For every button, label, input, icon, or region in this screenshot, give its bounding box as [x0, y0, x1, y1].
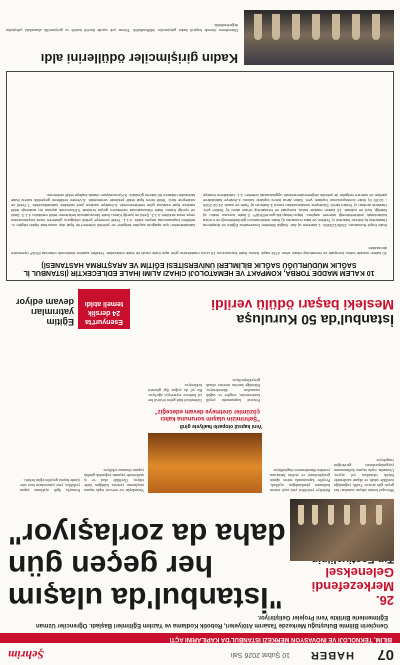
issue-date: 10 Şubat 2026 Salı [230, 651, 290, 658]
photo-figure [312, 14, 320, 40]
school-box [78, 289, 130, 329]
awards-headline [134, 297, 394, 327]
awards-headline-text: İstanbul'da 50 Kuruluşa [236, 312, 394, 328]
article-column: Vatandaşlar ise mevcut toplu taşıma araçlarının yetersiz kaldığını ifade ediyor. Özellikle okul ve iş saatlerinde yaşanan yoğunluk günlük yaşamı olumsuz etkiliyor. [84, 468, 144, 493]
top-band-text: BİLİM, TEKNOLOJİ VE İNOVASYON MERKEZİ İSTANBUL'DA KAPILARINI AÇTI [169, 636, 392, 642]
parking-photo [148, 423, 262, 493]
bottom-headline: Kadın girişimciler ödüllerini aldı [40, 51, 238, 66]
photo-caption: Yeni kapsül otoparkı faaliyete girdi [179, 423, 262, 429]
masthead [0, 643, 400, 665]
photo-figure [376, 505, 382, 525]
awards-headline-accent: Mesleki başarı ödülü verildi [211, 297, 394, 313]
headline-line: "İstanbul'da ulaşım [8, 581, 283, 614]
article-column: Metropol kentin ulaşım sorunları her geçen gün artıyor. Trafik yoğunluğu özellikle sabah ve akşam saatlerinde büyük sıkıntılara yol açıyor. Uzmanlar toplu taşıma kullanımının yaygınlaştırılması gerektiğini vurguluyor. [334, 458, 394, 493]
page-number: 07 [377, 646, 394, 663]
article-column: Belediye yetkilileri yeni raylı sistem hatlarının planlandığını açıkladı. Projeler kapsamında metro ağının genişletilmesi ve otobüs hatlarının yeniden düzenlenmesi öngörülüyor. [270, 468, 330, 493]
photo-figure [332, 14, 340, 40]
headline-line: daha da zorlaşıyor" [8, 517, 286, 550]
photo-figure [254, 14, 262, 40]
notice-body: İhale Kayıt Numarası: 2026/123456. 1-İdarenin a) Adı: Sağlık Bilimleri Üniversitesi Eğitim ve Araştırma Hastanesi b) Adresi: İstanbul c) Telefon ve faks numarası d) İhale dokümanının görülebileceği ve e-imza kullanılarak indirilebileceği internet sayfası: https://ekap.kik.gov.tr/EKAP/ 2-İhale konusu malın a) Niteliği, türü ve miktarı: 10 kalem madde torba, kompakt ve hematoloji cihazı alımı b) Teslim yeri: Hastane ambarı c) Teslim tarihi: Sözleşme imzalandıktan sonra 3-İhalenin a) Tarih ve saati: 24.02.2026 - 10:00 b) İhale komisyonunun toplantı yeri: Satın alma birimi toplantı salonu 4-İhaleye katılabilme şartları ve istenen belgeler ile yeterlik değerlendirmesinde uygulanacak kriterler: 4.1. İsteklilerin ihaleye katılabilmeleri için aşağıda sayılan belgeler ve yeterlik kriterleri ile fiyat dışı unsurlara ilişkin bilgiler e-teklifleri kapsamında beyan edilir. 4.1.1. Teklif vermeye yetkili olduğunu gösteren imza beyannamesi veya imza sirküleri 4.1.2. Şekli ve içeriği Kamu İhale Mevzuatında belirlenen teklif mektubu 4.1.3. Şekli ve içeriği Kamu İhale Mevzuatında belirlenen geçici teminat 5-Ekonomik açıdan en avantajlı teklif sadece fiyat esasına göre belirlenecektir. 6-İhaleye sadece yerli istekliler katılabilecektir. 7-Teklif ve sözleşme türü: Teklif birim fiyat teklif şeklinde verilecektir. 8-Verilen tekliflerin geçerlilik süresi ihale tarihinden itibaren 60 takvim günüdür. 9-Konsorsiyum olarak ihaleye teklif verilemez. [11, 193, 387, 228]
article-column: Konuyla ilgili açıklama yapan yetkililer, yeni yatırımların kısa süre içinde hayata geçirileceğini belirtti. [20, 478, 80, 493]
school-box-line: Esenyurt'ta [85, 318, 123, 325]
education-headline: Eğitim yatırımları devam ediyor [15, 297, 74, 327]
notice-intro: 10 kalem madde torba, kompakt ve hematoloji cihazı alımı 4734 sayılı Kamu İhale Kanununun 19 uncu maddesine göre açık ihale usulü ile ihale edilecektir. Teklifler sadece elektronik ortamda EKAP üzerinden alınacaktır. [11, 246, 387, 256]
article-column: Festival kapsamında çeşitli konferanslar, sergiler ve sağlık taramaları düzenleniyor. Etkinliğe katılım ücretsiz olarak gerçekleştiriliyor. [206, 378, 260, 403]
photo-figure [328, 505, 334, 525]
photo-figure [312, 505, 318, 525]
notice-title: 10 KALEM MADDE TORBA, KOMPAKT VE HEMATOLOJİ CİHAZI ALIMI İHALE EDİLECEKTİR (İSTANBUL İL SAĞLIK MÜDÜRLÜĞÜ SAĞLIK BİLİMLERİ ÜNİVERSİTESİ EĞİTİM VE ARAŞTIRMA HASTANESİ) [23, 261, 375, 276]
school-box-line: temeli atıldı [84, 300, 124, 307]
festival-promo [290, 565, 394, 607]
photo-figure [344, 505, 350, 525]
promo-title-top: 26. Merkezefendi Geleneksel [311, 565, 394, 608]
photo-figure [292, 14, 300, 40]
article-column: Geleneksel hale gelen festival her yıl binlerce ziyaretçiyi ağırlıyor. Bu yıl da yoğun ilgi görmesi bekleniyor. [148, 383, 202, 403]
photo-figure [272, 14, 280, 40]
tender-notice [6, 71, 394, 281]
newspaper-logo: Şehrim [8, 648, 45, 662]
school-box-line: 24 derslik [87, 309, 121, 316]
headline-line: her geçen gün [8, 549, 214, 582]
main-headline [8, 517, 288, 613]
photo-figure [360, 505, 366, 525]
photo-figure [298, 505, 304, 525]
top-band [0, 633, 400, 643]
ceremony-photo [244, 10, 394, 65]
section-label: HABER [309, 649, 354, 661]
photo-figure [352, 14, 360, 40]
photo-figure [372, 14, 380, 40]
bottom-text: Düzenlenen törende başarılı kadın girişimciler ödüllendirildi. Törene çok sayıda davetli katıldı ve girişimcilik alanındaki çalışmalar değerlendirildi. [6, 23, 238, 33]
headline-kicker: Gençlerin Bilimle Buluştuğu Merkezde Tasarım Atölyeleri, Robotik Kodlama ve Yazılım Eğitimleri Başladı. Öğrenciler Uzman Eğitmenlerle Birlikte Yeni Projeler Geliştiriyor. [36, 614, 388, 628]
festival-photo [290, 499, 394, 561]
pull-quote: "Şehrimizin ulaşım sorununa kalıcı çözümler üretmeye devam edeceğiz" [154, 408, 260, 421]
